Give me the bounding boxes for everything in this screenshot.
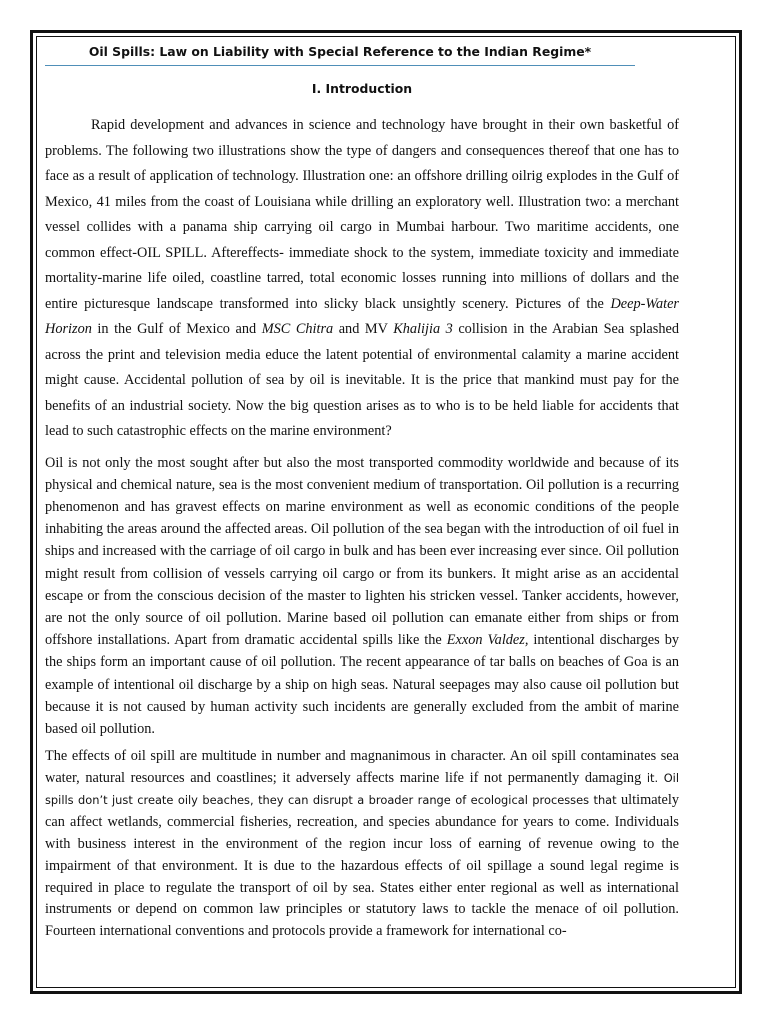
paragraph-3 [45,746,679,943]
paragraph-3-sans-line: it. Oil spills don’t just create oily beaches, they can disrupt a broader range of ecological processes that [45,771,679,807]
paragraph-2 [45,452,679,741]
vessel-name-msc-chitra: MSC Chitra [261,321,334,337]
paragraph-1-text-a: Rapid development and advances in science and technology have brought in their own basketful of problems. The following two illustrations show the type of dangers and consequences thereof that one has to face as a result of application of technology. Illustration one: an offshore drilling oilrig explodes in the Gulf of Mexico, 41 miles from the coast of Louisiana while drilling an exploratory well. Illustration two: a merchant vessel collides with a panama ship carrying oil cargo in Mumbai harbour. Two maritime accidents, one common effect-OIL SPILL. Aftereffects- immediate shock to the system, immediate toxicity and immediate mortality-marine life oiled, coastline tarred, total economic losses running into millions of dollars and the entire picturesque landscape transformed into slicky black unsightly scenery. Pictures of the [45,117,679,312]
paragraph-2-text-a: Oil is not only the most sought after but also the most transported commodity worldwide and because of its physical and chemical nature, sea is the most convenient medium of transportation. Oil pollution is a recurring phenomenon and has gravest effects on marine environment as well as economic conditions of the people inhabiting the areas around the affected areas. Oil pollution of the sea began with the introduction of oil fuel in ships and increased with the carriage of oil cargo in bulk and has been ever increasing ever since. Oil pollution might result from collision of vessels carrying oil cargo or from its bunkers. It might arise as an accidental escape or from the conscious decision of the master to lighten his stricken vessel. Tanker accidents, however, are not the only source of oil pollution. Marine based oil pollution can emanate either from ships or from offshore installations. Apart from dramatic accidental spills like the [45,454,679,649]
vessel-name-khalijia-3: Khalijia 3 [393,321,453,337]
paragraph-1 [45,113,679,445]
paragraph-1-text-d: collision in the Arabian Sea splashed across the print and television media educe the latent potential of environmental calamity a marine accident might cause. Accidental pollution of sea by oil is inevitable. It is the price that mankind must pay for the benefits of an industrial society. Now the big question arises as to who is to be held liable for accidents that lead to such catastrophic effects on the marine environment? [45,321,679,439]
vessel-name-deepwater-horizon: Deep-Water Horizon [45,295,679,337]
page-content [45,44,679,943]
paragraph-3-text-b: ultimately can affect wetlands, commercial fisheries, recreation, and species abundance for years to come. Individuals with business interest in the environment of the region incur loss of earning of revenue owing to the impairment of that environment. It is due to the hazardous effects of oil spillage a sound legal regime is required in place to regulate the transport of oil by sea. States either enter regional as well as international instruments or depend on common law principles or statutory laws to tackle the menace of oil pollution. Fourteen international conventions and protocols provide a framework for international co- [45,791,679,940]
section-heading: I. Introduction [311,81,413,96]
paragraph-2-text-b: intentional discharges by the ships form an important cause of oil pollution. The recent appearance of tar balls on beaches of Goa is an example of intentional oil discharge by a ship on high seas. Natural seepages may also cause oil pollution but because it is not caused by human activity such incidents are generally excluded from the ambit of marine based oil pollution. [45,632,679,737]
paragraph-1-text-c: and MV [333,321,394,337]
paragraph-1-text-b: in the Gulf of Mexico and [91,321,262,337]
running-header-title: Oil Spills: Law on Liability with Special Reference to the Indian Regime* [45,44,635,66]
vessel-name-exxon-valdez: Exxon Valdez, [446,632,529,649]
paragraph-3-text-a: The effects of oil spill are multitude in number and magnanimous in character. An oil spill contaminates sea water, natural resources and coastlines; it adversely affects marine life if not permanently damaging [45,748,679,787]
